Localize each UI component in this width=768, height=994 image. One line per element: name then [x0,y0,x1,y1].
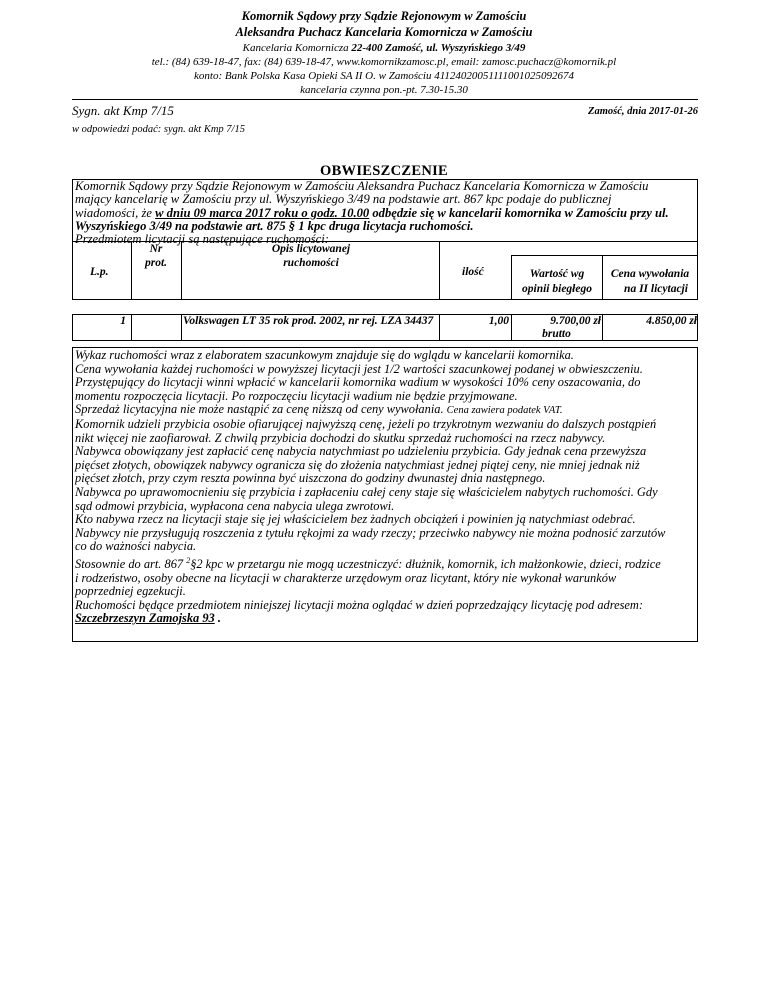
info-line-9: pięćset złotych, obowiązek nabywcy ogranicza się do złożenia natychmiast jednej piątej ceny, nie mniej jednak niż [75,457,640,472]
row-wartosc: 9.700,00 zł [550,315,601,327]
hdr-lp: L.p. [90,266,109,278]
info-line-7: nikt więcej nie zaofiarował. Z chwilą przybicia dochodzi do skutku sprzedaż ruchomości na rzecz nabywcy. [75,430,606,445]
info-line-16-sup: 2 [186,555,191,565]
row-sep-nr [131,314,182,341]
notice-line-3c: odbędzie się w kancelarii komornika w Zamościu przy ul. [369,205,669,220]
header-divider [72,99,698,100]
row-ilosc: 1,00 [488,315,509,327]
notice-line-1: Komornik Sądowy przy Sądzie Rejonowym w Zamościu Aleksandra Puchacz Kancelaria Komornicza w Zamościu [75,179,649,193]
info-line-15: co do ważności nabycia. [75,539,197,554]
address-prefix: Kancelaria Komornicza [242,42,352,54]
info-line-10: pięćset złotch, przy czym reszta powinna być uiszczona do godziny dwunastej dnia następnego. [75,471,546,486]
hdr-cena-line1: Cena wywołania [610,268,690,280]
hdr-opis-line1: Opis licytowanej [271,243,351,255]
hdr-ilosc: ilość [462,266,484,278]
hdr-cena-line2: na II licytacji [624,283,688,295]
info-line-16a: Stosownie do art. 867 [75,557,187,572]
info-line-5a: Sprzedaż licytacyjna nie może nastąpić za cenę niższą od ceny wywołania. [75,402,447,417]
info-line-19: Ruchomości będące przedmiotem niniejszej licytacji można oglądać w dzień poprzedzający licytację pod adresem: [75,597,644,612]
info-line-3: Przystępujący do licytacji winni wpłacić w kancelarii komornika wadium w wysokości 10% ceny oszacowania, do [75,375,641,390]
hdr-opis-line2: ruchomości [283,257,339,269]
info-line-16b: §2 kpc w przetargu nie mogą uczestniczyć: dłużnik, komornik, ich małżonkowie, dzieci, rodzice [190,557,661,572]
header-contact: tel.: (84) 639-18-47, fax: (84) 639-18-47, www.komornikzamosc.pl, email: zamosc.puchacz@komornik.pl [151,56,617,68]
info-line-20 [75,612,697,626]
info-line-13: Kto nabywa rzecz na licytacji staje się jej właścicielem bez żadnych obciążeń i powinien ją natychmiast odebrać. [75,512,636,527]
auction-date: w dniu 09 marca 2017 roku o godz. 10.00 [155,205,370,220]
info-line-17: i rodzeństwo, osoby obecne na licytacji w charakterze urzędowym oraz licytant, który nie wykonał warunków [75,570,617,585]
info-line-6: Komornik udzieli przybicia osobie ofiarującej najwyższą cenę, jeżeli po trzykrotnym wezwaniu do dalszych postąpień [75,416,657,431]
notice-line-3 [75,207,697,220]
info-line-14: Nabywcy nie przysługują roszczenia z tytułu rękojmi za wady rzeczy; przeciwko nabywcy nie można podnosić zarzutów [75,525,666,540]
info-line-20-end: . [214,611,221,626]
info-line-1: Wykaz ruchomości wraz z elaboratem szacunkowym znajduje się do wglądu w kancelarii komornika. [75,348,574,362]
address-bold: 22-400 Zamość, ul. Wyszyńskiego 3/49 [351,42,526,54]
header-line-1: Komornik Sądowy przy Sądzie Rejonowym w Zamościu [241,9,527,23]
document-date: Zamość, dnia 2017-01-26 [588,106,698,117]
info-line-8: Nabywca obowiązany jest zapłacić cenę nabycia natychmiast po udzieleniu przybicia. Gdy jednak cena przewyższa [75,444,647,459]
row-cena: 4.850,00 zł [646,315,697,327]
page-title: OBWIESZCZENIE [320,163,448,179]
row-opis: Volkswagen LT 35 rok prod. 2002, nr rej. LZA 34437 [183,315,434,327]
hdr-wartosc-line2: opinii biegłego [522,283,592,295]
vat-note: Cena zawiera podatek VAT. [446,405,563,417]
notice-line-5: Przedmiotem licytacji są następujące ruchomości: [75,232,329,247]
notice-line-2: mający kancelarię w Zamościu przy ul. Wyszyńskiego 3/49 na podstawie art. 867 kpc podaje do publicznej [75,192,612,207]
reply-reference: w odpowiedzi podać: sygn. akt Kmp 7/15 [72,124,245,135]
signature: Sygn. akt Kmp 7/15 [72,103,174,118]
info-line-2: Cena wywołania każdej ruchomości w powyższej licytacji jest 1/2 wartości szacunkowej podanej w obwieszczeniu. [75,361,643,376]
header-line-2: Aleksandra Puchacz Kancelaria Komornicza w Zamościu [235,25,533,39]
info-text [75,349,697,626]
header-address [0,42,768,54]
header-bank: konto: Bank Polska Kasa Opieki SA II O. w Zamościu 41124020051111001025092674 [194,70,574,82]
notice-line-4: Wyszyńskiego 3/49 na podstawie art. 875 § 1 kpc druga licytacja ruchomości. [75,218,474,233]
row-lp: 1 [120,315,126,327]
row-wartosc-note: brutto [542,328,571,340]
hdr-wartosc-line1: Wartość wg [529,268,585,280]
info-line-12: sąd odmowi przybicia, wypłacona cena nabycia ulega zwrotowi. [75,498,395,513]
header-hours: kancelaria czynna pon.-pt. 7.30-15.30 [300,84,468,96]
hdr-nr-line2: prot. [144,257,168,269]
info-line-16 [75,554,697,572]
info-line-11: Nabywca po uprawomocnieniu się przybicia i zapłaceniu całej ceny staje się właścicielem nabytych ruchomości. Gdy [75,484,658,499]
viewing-address: Szczebrzeszyn Zamojska 93 [75,611,215,626]
hdr-nr-line1: Nr [149,243,163,255]
notice-text [75,180,697,246]
notice-line-3a: wiadomości, że [75,205,156,220]
info-line-4: momentu rozpoczęcia licytacji. Po rozpoczęciu licytacji wadium nie będzie przyjmowane. [75,388,518,403]
info-line-18: poprzedniej egzekucji. [75,584,186,599]
info-line-5 [75,403,697,418]
